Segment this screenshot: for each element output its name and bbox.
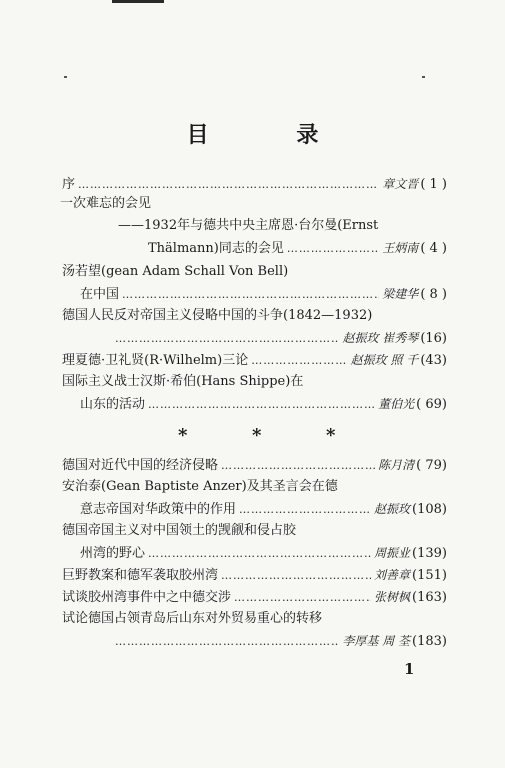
toc-entry-continuation — [80, 543, 447, 564]
separator-asterisk: * — [178, 425, 188, 446]
leader-dots — [221, 456, 375, 476]
toc-entry-subtitle-line — [118, 216, 378, 236]
leader-dots — [122, 285, 379, 305]
leader-dots — [234, 588, 371, 608]
entry-title: 安治泰(Gean Baptiste Anzer)及其圣言会在德 — [62, 479, 338, 494]
entry-title: 试谈胶州湾事件中之中德交涉 — [62, 590, 232, 605]
toc-entry-continuation — [112, 631, 447, 652]
entry-page: (16) — [420, 331, 447, 346]
toc-entry-continuation — [148, 238, 447, 259]
entry-title: 序 — [62, 177, 76, 192]
entry-author: 董伯光 — [378, 397, 415, 411]
entry-title: 在中国 — [80, 287, 120, 302]
entry-title: 德国对近代中国的经济侵略 — [62, 458, 219, 473]
leader-dots — [239, 500, 371, 520]
scan-speck — [422, 76, 425, 78]
toc-entry-continuation — [80, 499, 447, 520]
entry-author: 张树枫 — [374, 590, 411, 604]
entry-title: 山东的活动 — [80, 397, 146, 412]
entry-subtitle: ——1932年与德共中央主席恩·台尔曼(Ernst — [118, 218, 379, 233]
toc-entry-continuation — [112, 328, 447, 349]
entry-page: (183) — [412, 634, 447, 649]
entry-title: 巨野教案和德军袭取胶州湾 — [62, 568, 219, 583]
entry-author: 赵振玫 照 千 — [350, 353, 419, 367]
leader-dots — [115, 329, 339, 349]
separator-asterisk: * — [326, 425, 336, 446]
entry-title: 汤若望(gean Adam Schall Von Bell) — [62, 264, 289, 279]
toc-entry-title-line — [60, 194, 151, 214]
scan-speck — [64, 76, 67, 78]
entry-author: 陈月清 — [378, 458, 415, 472]
top-edge-mark — [112, 0, 164, 3]
entry-author: 赵振玫 崔秀琴 — [342, 331, 419, 345]
entry-page: (151) — [412, 568, 447, 583]
entry-author: 章文晋 — [382, 177, 419, 191]
entry-page: ( 79) — [416, 458, 447, 473]
toc-entry-title-line — [62, 521, 296, 541]
toc-entry-preface — [62, 174, 447, 195]
entry-author: 刘善章 — [374, 568, 411, 582]
leader-dots — [148, 544, 371, 564]
entry-author: 赵振玫 — [374, 502, 411, 516]
entry-page: (163) — [412, 590, 447, 605]
entry-title: 德国帝国主义对中国领土的觊觎和侵占胶 — [62, 523, 297, 538]
entry-author: 周振业 — [374, 546, 411, 560]
toc-entry-title-line — [62, 306, 372, 326]
entry-title: 试论德国占领青岛后山东对外贸易重心的转移 — [62, 611, 323, 626]
toc-entry-wilhelm — [62, 350, 447, 371]
entry-title: 意志帝国对华政策中的作用 — [80, 502, 237, 517]
entry-page: ( 69) — [416, 397, 447, 412]
toc-entry-title-line — [62, 372, 303, 392]
entry-page: (43) — [420, 353, 447, 368]
toc-entry-jiaozhou — [62, 587, 447, 608]
page-number: 1 — [404, 660, 415, 678]
entry-author: 李厚基 周 荃 — [342, 634, 411, 648]
toc-entry-title-line — [62, 262, 288, 282]
separator-asterisk: * — [252, 425, 262, 446]
leader-dots — [78, 175, 379, 195]
entry-page: ( 4 ) — [420, 241, 447, 256]
toc-entry-economic — [62, 455, 447, 476]
entry-page: ( 1 ) — [420, 177, 447, 192]
toc-entry-continuation — [80, 284, 447, 305]
toc-entry-juye — [62, 565, 447, 586]
entry-title: 理夏德·卫礼贤(R·Wilhelm)三论 — [62, 353, 249, 368]
entry-title: 德国人民反对帝国主义侵略中国的斗争(1842—1932) — [62, 308, 373, 323]
leader-dots — [148, 395, 375, 415]
toc-entry-title-line — [62, 477, 338, 497]
toc-entry-continuation — [80, 394, 447, 415]
entry-subtitle: Thälmann)同志的会见 — [148, 241, 284, 256]
leader-dots — [221, 566, 371, 586]
entry-page: (139) — [412, 546, 447, 561]
entry-title: 国际主义战士汉斯·希伯(Hans Shippe)在 — [62, 374, 304, 389]
entry-page: ( 8 ) — [420, 287, 447, 302]
entry-author: 王炳南 — [382, 241, 419, 255]
entry-title: 一次难忘的会见 — [60, 196, 152, 211]
leader-dots — [287, 239, 379, 259]
entry-author: 梁建华 — [382, 287, 419, 301]
entry-title: 州湾的野心 — [80, 546, 146, 561]
leader-dots — [251, 351, 347, 371]
leader-dots — [115, 632, 339, 652]
page-title: 目 录 — [186, 122, 359, 148]
entry-page: (108) — [412, 502, 447, 517]
toc-entry-title-line — [62, 609, 322, 629]
